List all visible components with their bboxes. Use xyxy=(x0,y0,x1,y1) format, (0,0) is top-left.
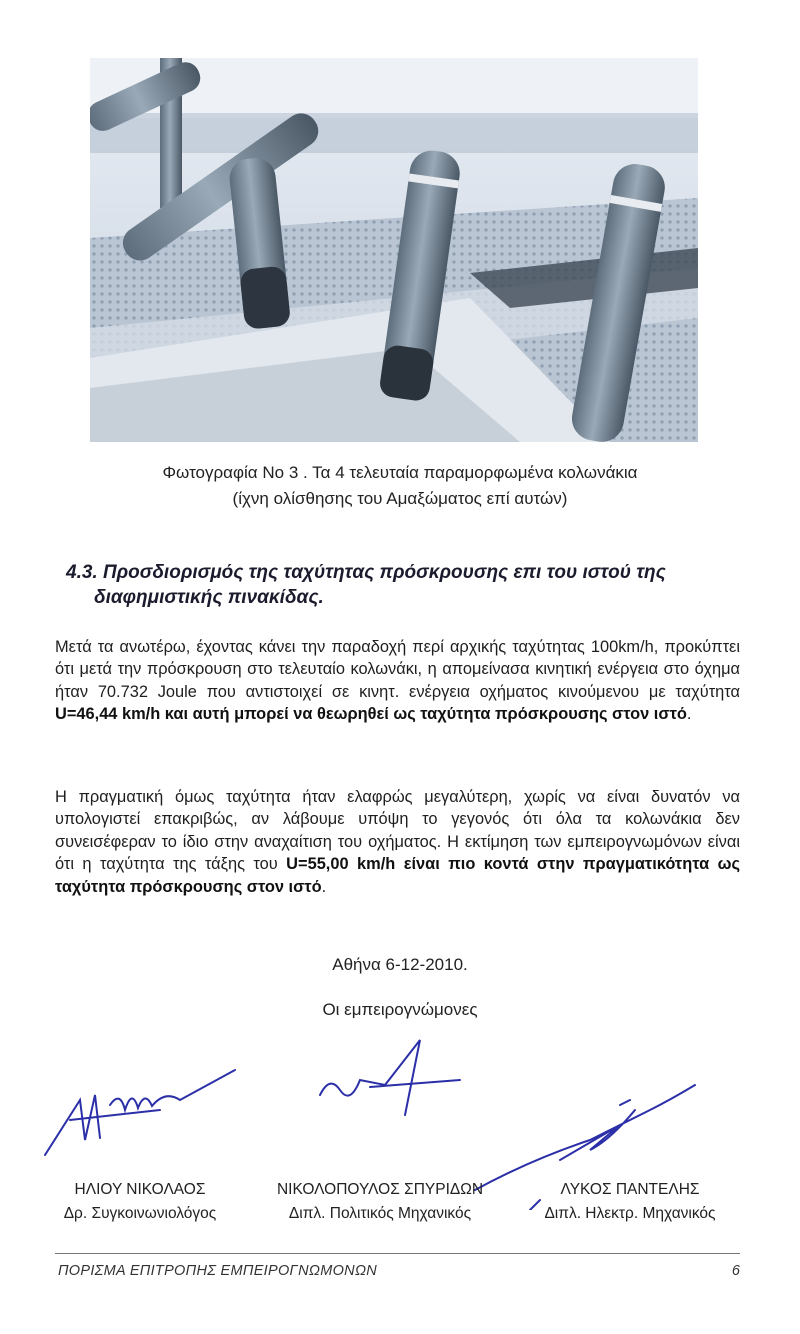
signatory-2-name: ΝΙΚΟΛΟΠΟΥΛΟΣ ΣΠΥΡΙΔΩΝ xyxy=(276,1181,484,1198)
signature-iliou xyxy=(40,1060,250,1160)
paragraph-1-end: . xyxy=(686,705,692,724)
section-number: 4.3. xyxy=(66,562,98,583)
signatory-1-name: ΗΛΙΟΥ ΝΙΚΟΛΑΟΣ xyxy=(74,1181,206,1198)
section-title-line-1: Προσδιορισμός της ταχύτητας πρόσκρουσης επι του ιστού της xyxy=(102,562,666,583)
paragraph-1 xyxy=(55,636,740,726)
paragraph-1-text: Μετά τα ανωτέρω, έχοντας κάνει την παραδοχή περί αρχικής ταχύτητας 100km/h, προκύπτει ότι μετά την πρόσκρουση στο τελευταίο κολωνάκι, η απομείνασα κινητική ενέργεια στο όχημα ήταν 70.732 Joule που αντιστοιχεί σε κινητ. ενέργεια οχήματος κινούμενου με ταχύτητα xyxy=(55,638,740,701)
paragraph-2 xyxy=(55,786,740,898)
signatory-2 xyxy=(250,1178,510,1226)
section-title-line-2: διαφημιστικής πινακίδας. xyxy=(94,587,324,608)
paragraph-2-bold: U=55,00 km/h είναι πιο κοντά στην πραγματικότητα ως ταχύτητα πρόσκρουσης στον ιστό xyxy=(55,855,740,896)
signatory-3 xyxy=(520,1178,740,1226)
bollards-illustration xyxy=(90,58,698,442)
bollards-photo xyxy=(90,58,698,442)
paragraph-2-text: Η πραγματική όμως ταχύτητα ήταν ελαφρώς μεγαλύτερη, χωρίς να είναι δυνατόν να υπολογιστεί επακριβώς, αν λάβουμε υπόψη το γεγονός ότι όλα τα κολωνάκια δεν συνεισέφεραν το ίδιο στην αναχαίτιση του οχήματος. Η εκτίμηση των εμπειρογνωμόνων είναι ότι η ταχύτητα της τάξης του xyxy=(55,788,740,874)
paragraph-1-bold: U=46,44 km/h και αυτή μπορεί να θεωρηθεί ως ταχύτητα πρόσκρουσης στον ιστό xyxy=(55,705,687,724)
page-number: 6 xyxy=(731,1263,740,1279)
place-date: Αθήνα 6-12-2010. xyxy=(332,955,468,974)
footer-title: ΠΟΡΙΣΜΑ ΕΠΙΤΡΟΠΗΣ ΕΜΠΕΙΡΟΓΝΩΜΟΝΩΝ xyxy=(58,1263,378,1279)
signatory-3-name: ΛΥΚΟΣ ΠΑΝΤΕΛΗΣ xyxy=(560,1181,700,1198)
photo-caption-line-2: (ίχνη ολίσθησης του Αμαξώματος επί αυτών) xyxy=(232,489,568,508)
signatory-2-title: Διπλ. Πολιτικός Μηχανικός xyxy=(288,1205,472,1222)
signature-nikolopoulos xyxy=(310,1035,470,1125)
photo-caption-line-1: Φωτογραφία Νο 3 . Τα 4 τελευταία παραμορφωμένα κολωνάκια xyxy=(162,463,638,482)
experts-label: Οι εμπειρογνώμονες xyxy=(322,1000,478,1019)
signatory-3-title: Διπλ. Ηλεκτρ. Μηχανικός xyxy=(544,1205,716,1222)
footer-divider xyxy=(55,1253,740,1254)
paragraph-2-end: . xyxy=(321,877,327,896)
signatory-1 xyxy=(40,1178,240,1226)
section-heading xyxy=(66,560,746,610)
signatory-1-title: Δρ. Συγκοινωνιολόγος xyxy=(63,1205,217,1222)
